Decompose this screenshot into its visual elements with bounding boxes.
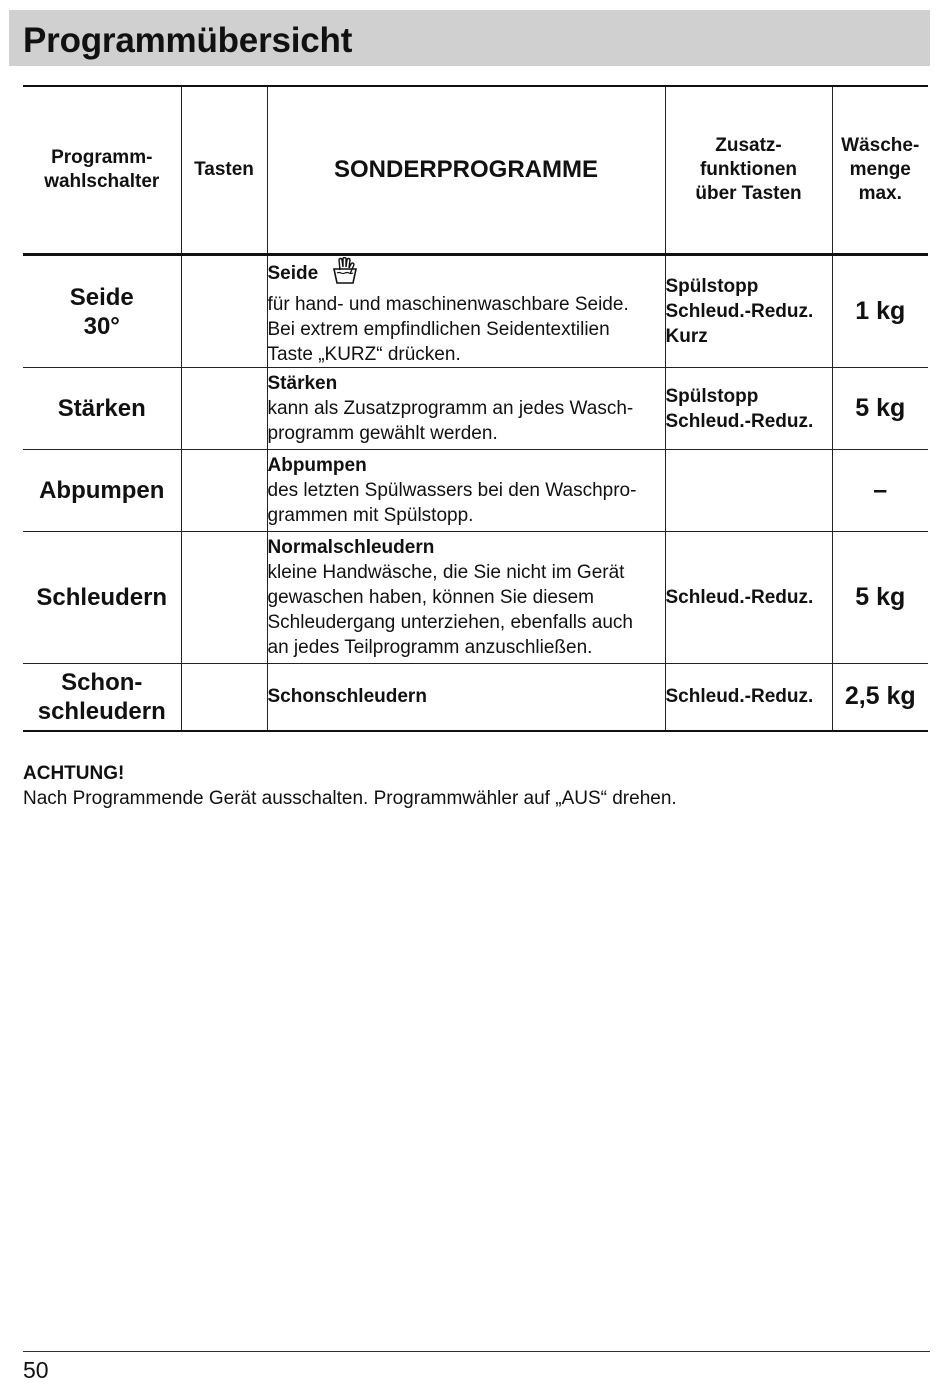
page-number: 50 [23, 1357, 49, 1383]
load-cell: 5 kg [832, 532, 928, 664]
title-bar [9, 10, 930, 66]
program-text-line: des letzten Spülwassers bei den Waschpro- [267, 480, 637, 501]
program-title: Schonschleudern [267, 686, 427, 708]
program-text-line: kleine Handwäsche, die Sie nicht im Gerät [267, 562, 625, 583]
table-row [23, 664, 928, 731]
selector-label: Seide [69, 283, 134, 311]
buttons-cell [181, 532, 267, 664]
extra-function: Spülstopp [665, 276, 759, 297]
program-description [267, 368, 665, 450]
footer-divider [23, 1351, 930, 1352]
program-text-line: Taste „KURZ“ drücken. [267, 343, 461, 365]
selector-label: schleudern [37, 697, 166, 725]
warning-note [23, 761, 677, 811]
program-text-line: gewaschen haben, können Sie diesem [267, 587, 594, 608]
buttons-cell [181, 368, 267, 450]
selector-cell [23, 368, 181, 450]
load-cell: – [832, 450, 928, 532]
hand-wash-icon [330, 257, 360, 292]
selector-cell [23, 664, 181, 731]
program-title: Seide [268, 257, 665, 292]
header-buttons: Tasten [181, 86, 267, 255]
extra-function: Schleud.-Reduz. [665, 587, 814, 608]
selector-label: Stärken [57, 395, 146, 422]
extras-cell [665, 450, 832, 532]
load-cell: 2,5 kg [832, 664, 928, 731]
program-text-line: an jedes Teilprogramm anzuschließen. [267, 637, 593, 658]
warning-title: ACHTUNG! [23, 763, 125, 784]
program-title: Stärken [267, 373, 338, 394]
selector-label: 30° [83, 312, 120, 340]
program-text-line: grammen mit Spülstopp. [267, 505, 474, 526]
program-title: Normalschleudern [267, 537, 435, 558]
extras-cell [665, 532, 832, 664]
program-description [267, 255, 665, 368]
selector-cell [23, 450, 181, 532]
table-row [23, 368, 928, 450]
table-row [23, 450, 928, 532]
program-text-line: für hand- und maschinenwaschbare Seide. [267, 293, 629, 315]
header-load: Wäsche- menge max. [832, 86, 928, 255]
table-row [23, 255, 928, 368]
page-title: Programmübersicht [23, 21, 353, 60]
selector-label: Schon- [61, 668, 143, 696]
program-text-line: Schleudergang unterziehen, ebenfalls auch [267, 612, 633, 633]
program-title: Abpumpen [267, 455, 367, 476]
extras-cell [665, 368, 832, 450]
program-description [267, 664, 665, 731]
extra-function: Schleud.-Reduz. [665, 410, 814, 432]
extra-function: Schleud.-Reduz. [665, 301, 814, 322]
header-selector: Programm- wahlschalter [23, 86, 181, 255]
buttons-cell [181, 450, 267, 532]
buttons-cell [181, 255, 267, 368]
extra-function: Schleud.-Reduz. [665, 686, 814, 708]
selector-label: Schleudern [36, 584, 168, 611]
program-text-line: programm gewählt werden. [267, 423, 498, 444]
program-description [267, 532, 665, 664]
selector-cell [23, 255, 181, 368]
extra-function: Spülstopp [665, 385, 759, 407]
header-program: SONDERPROGRAMME [267, 86, 665, 255]
program-text-line: kann als Zusatzprogramm an jedes Wasch- [267, 398, 634, 419]
program-table [23, 85, 928, 732]
header-extras: Zusatz- funktionen über Tasten [665, 86, 832, 255]
extras-cell [665, 664, 832, 731]
extra-function: Kurz [665, 326, 708, 347]
load-cell: 1 kg [832, 255, 928, 368]
program-text-line: Bei extrem empfindlichen Seidentextilien [267, 318, 610, 340]
selector-cell [23, 532, 181, 664]
table-header-row [23, 86, 928, 255]
program-description [267, 450, 665, 532]
selector-label: Abpumpen [39, 477, 165, 504]
warning-text: Nach Programmende Gerät ausschalten. Programmwähler auf „AUS“ drehen. [23, 788, 677, 809]
extras-cell [665, 255, 832, 368]
buttons-cell [181, 664, 267, 731]
load-cell: 5 kg [832, 368, 928, 450]
table-row [23, 532, 928, 664]
